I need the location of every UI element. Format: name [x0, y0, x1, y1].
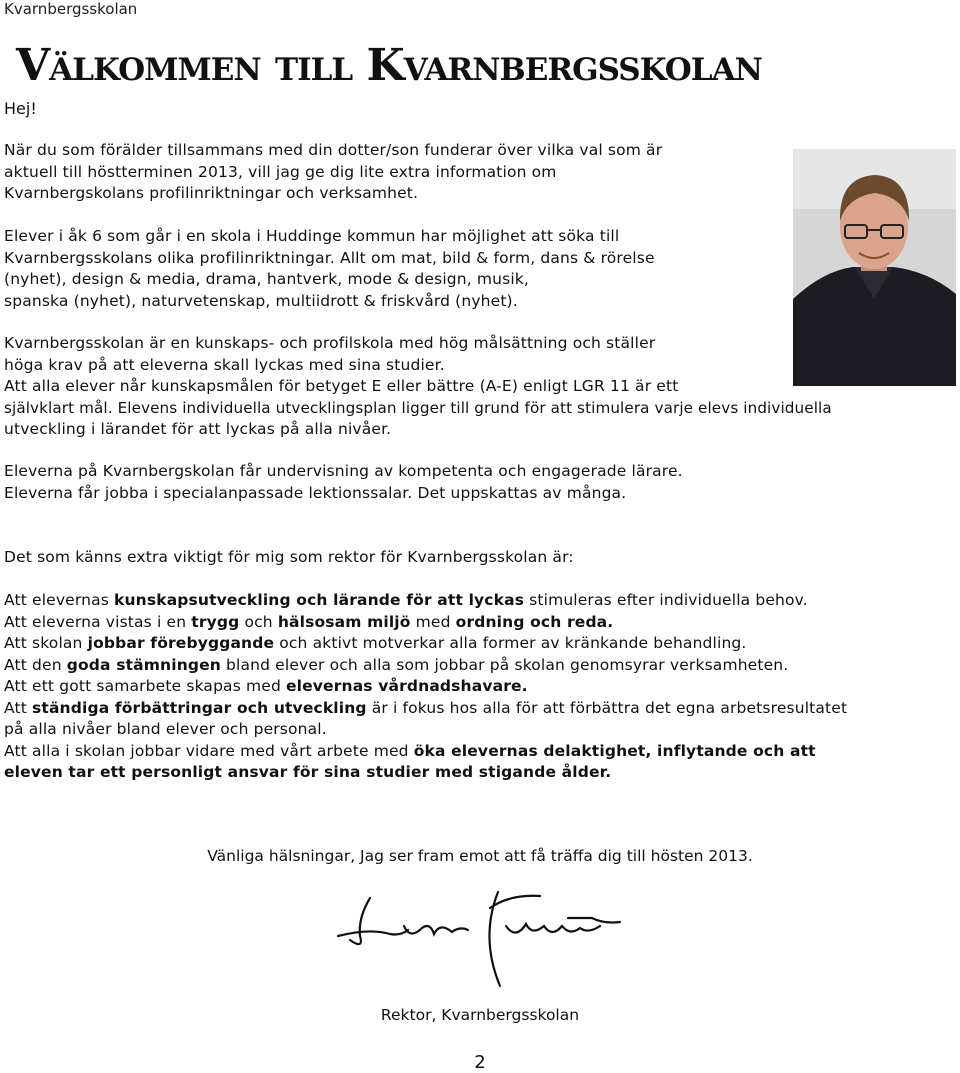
teachers-paragraph — [4, 461, 683, 504]
text-line: Elever i åk 6 som går i en skola i Huddinge kommun har möjlighet att söka till — [4, 227, 620, 245]
principal-photo — [793, 149, 956, 386]
profiles-paragraph — [4, 226, 655, 312]
text-line: (nyhet), design & media, drama, hantverk, mode & design, musik, — [4, 270, 529, 288]
signature — [330, 878, 630, 993]
text-line: Att alla elever når kunskapsmålen för betyget E eller bättre (A-E) enligt LGR 11 är ett — [4, 377, 679, 395]
intro-paragraph — [4, 140, 662, 205]
closing-line: Vänliga hälsningar, Jag ser fram emot att få träffa dig till hösten 2013. — [207, 847, 753, 865]
priority-line: Att alla i skolan jobbar vidare med vårt arbete med öka elevernas delaktighet, inflytande och att — [4, 741, 816, 760]
text-line: utveckling i lärandet för att lyckas på alla nivåer. — [4, 420, 392, 438]
text-line: Kvarnbergskolans profilinriktningar och verksamhet. — [4, 184, 419, 202]
signature-role: Rektor, Kvarnbergsskolan — [380, 1006, 580, 1024]
priority-line: Att eleverna vistas i en trygg och hälsosam miljö med ordning och reda. — [4, 612, 614, 631]
text-line: självklart mål. Elevens individuella utvecklingsplan ligger till grund för att stimulera varje elevs individuella — [4, 398, 832, 417]
priority-line: Att ständiga förbättringar och utveckling är i fokus hos alla för att förbättra det egna arbetsresultatet — [4, 698, 848, 717]
priority-line: Att den goda stämningen bland elever och alla som jobbar på skolan genomsyrar verksamheten. — [4, 655, 789, 674]
text-line: Eleverna får jobba i specialanpassade lektionssalar. Det uppskattas av många. — [4, 483, 627, 502]
priority-line: eleven tar ett personligt ansvar för sina studier med stigande ålder. — [4, 763, 612, 781]
priority-line: Att elevernas kunskapsutveckling och lärande för att lyckas stimuleras efter individuella behov. — [4, 591, 808, 609]
text-line: När du som förälder tillsammans med din dotter/son funderar över vilka val som är — [4, 141, 663, 159]
priorities-list — [4, 590, 847, 784]
priority-line: på alla nivåer bland elever och personal. — [4, 720, 327, 738]
goals-paragraph — [4, 333, 832, 441]
page-title: Välkommen till Kvarnbergsskolan — [16, 40, 762, 91]
text-line: Kvarnbergsskolans olika profilinriktningar. Allt om mat, bild & form, dans & rörelse — [4, 248, 655, 267]
text-line: Kvarnbergsskolan är en kunskaps- och profilskola med hög målsättning och ställer — [4, 334, 656, 352]
page-number: 2 — [474, 1052, 486, 1073]
principal-intro: Det som känns extra viktigt för mig som rektor för Kvarnbergsskolan är: — [4, 548, 574, 566]
greeting: Hej! — [4, 99, 37, 118]
priority-line: Att skolan jobbar förebyggande och aktivt motverkar alla former av kränkande behandling. — [4, 634, 747, 652]
text-line: Eleverna på Kvarnbergskolan får undervisning av kompetenta och engagerade lärare. — [4, 462, 683, 480]
priority-line: Att ett gott samarbete skapas med elevernas vårdnadshavare. — [4, 677, 528, 695]
text-line: höga krav på att eleverna skall lyckas med sina studier. — [4, 355, 445, 374]
text-line: aktuell till höstterminen 2013, vill jag ge dig lite extra information om — [4, 162, 557, 181]
text-line: spanska (nyhet), naturvetenskap, multiidrott & friskvård (nyhet). — [4, 291, 518, 310]
header-school-name: Kvarnbergsskolan — [4, 0, 138, 18]
